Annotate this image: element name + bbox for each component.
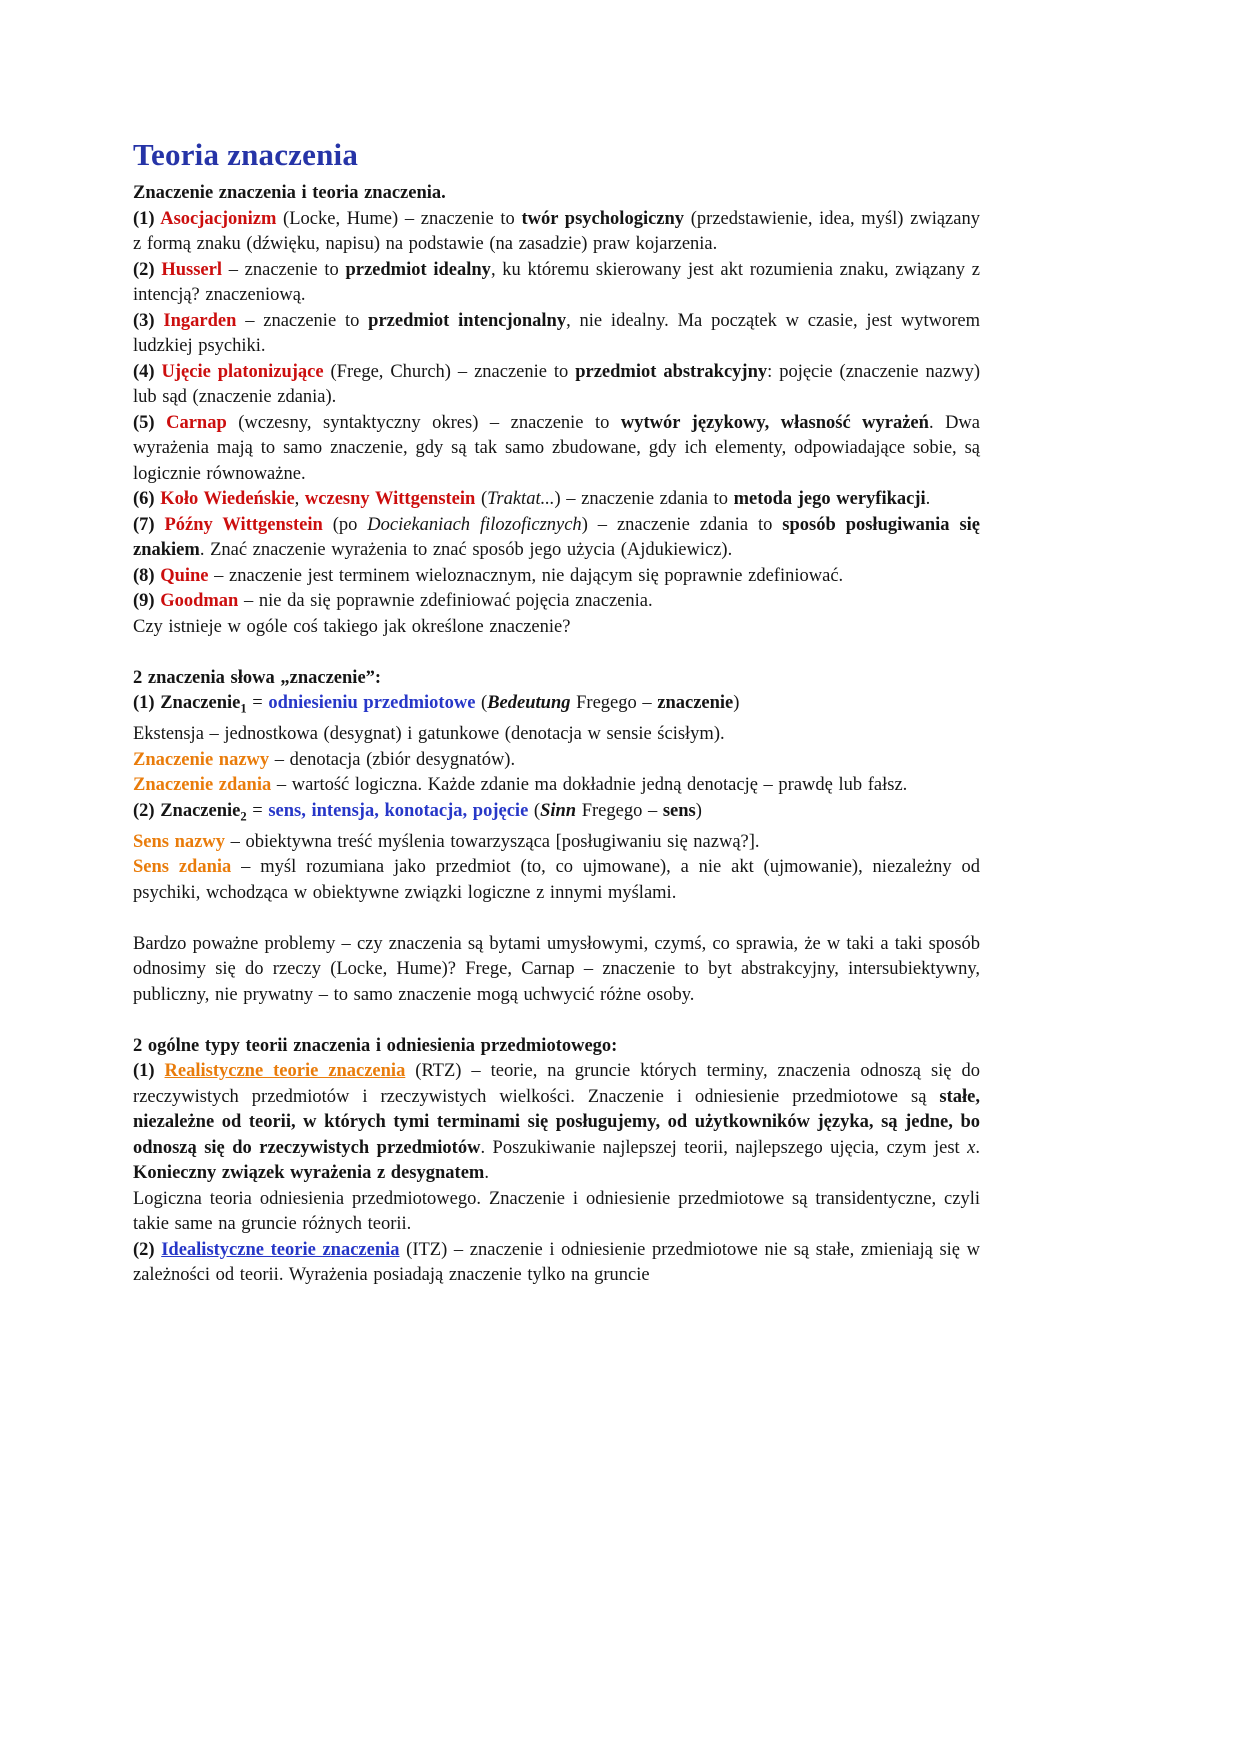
- text-run: (Locke, Hume) – znaczenie to: [276, 208, 522, 229]
- text-run: sens, intensja, konotacja, pojęcie: [268, 800, 529, 821]
- text-run: . Dwa wyrażenia mają to samo znaczenie, gdy są tak samo zbudowane, gdy ich elementy, odpowiadające sobie, są logicznie równoważne.: [133, 412, 980, 484]
- item-ingarden: [133, 309, 980, 360]
- text-run: – myśl rozumiana jako przedmiot (to, co ujmowane), a nie akt (ujmowanie), niezależny od psychiki, wchodząca w obiektywne związki logiczne z innymi myślami.: [133, 857, 980, 903]
- text-run: (: [528, 800, 541, 821]
- blank-line: [133, 640, 980, 666]
- text-run: : pojęcie (znaczenie nazwy) lub sąd (znaczenie zdania).: [133, 361, 980, 407]
- blank-line: [133, 1008, 980, 1034]
- text-run: (przedstawienie, idea, myśl) związany z formą znaku (dźwięku, napisu) na podstawie (na zasadzie) praw kojarzenia.: [133, 208, 980, 254]
- text-run: (Frege, Church) – znaczenie to: [323, 361, 576, 382]
- text-run: (2): [133, 1239, 162, 1260]
- text-run: Sens nazwy: [133, 831, 225, 852]
- text-run: (: [475, 693, 488, 713]
- text-run: przedmiot idealny: [345, 259, 491, 280]
- text-run: (2): [133, 259, 162, 280]
- znaczenie-nazwy-line: [133, 748, 980, 774]
- text-run: sposób posługiwania się znakiem: [133, 514, 981, 560]
- text-run: stałe, niezależne od teorii, w których tymi terminami się posługujemy, od użytkowników języka, są jedne, bo odnoszą się do rzeczywistych przedmiotów: [133, 1086, 980, 1158]
- item-pozny-wittgenstein: [133, 513, 980, 564]
- text-run: (8): [133, 565, 161, 586]
- text-run: Asocjacjonizm: [160, 208, 277, 229]
- text-run: Fregego –: [576, 800, 663, 821]
- text-run: ) – znaczenie zdania to: [581, 514, 783, 535]
- problemy-paragraph: [133, 932, 980, 1009]
- text-run: Bedeutung: [487, 693, 571, 713]
- text-run: ): [733, 693, 740, 713]
- text-run: znaczenie: [657, 693, 734, 713]
- text-run: 2 ogólne typy teorii znaczenia i odniesienia przedmiotowego:: [133, 1035, 618, 1056]
- ekstensja-line: [133, 722, 980, 748]
- doc-subtitle: [133, 181, 980, 207]
- text-run: Logiczna teoria odniesienia przedmiotowego. Znaczenie i odniesienie przedmiotowe są transidentyczne, czyli takie same na gruncie różnych teorii.: [133, 1188, 980, 1235]
- text-run: Koło Wiedeńskie: [160, 489, 295, 509]
- text-run: .: [484, 1163, 489, 1184]
- text-run: Konieczny związek wyrażenia z desygnatem: [133, 1163, 485, 1184]
- text-run: Fregego –: [570, 693, 658, 713]
- text-run: – obiektywna treść myślenia towarzysząca [posługiwaniu się nazwą?].: [224, 831, 760, 852]
- question-line: [133, 615, 980, 641]
- text-run: – wartość logiczna. Każde zdanie ma dokładnie jedną denotację – prawdę lub fałsz.: [271, 775, 908, 796]
- text-run: Późny Wittgenstein: [164, 514, 323, 535]
- text-run: (1): [133, 1061, 165, 1082]
- text-run: przedmiot abstrakcyjny: [575, 361, 768, 382]
- text-run: ) – znaczenie zdania to: [554, 489, 734, 509]
- text-run: (6): [133, 489, 161, 509]
- item-asocjacjonizm: [133, 207, 980, 258]
- text-run: 2 znaczenia słowa „znaczenie”:: [133, 667, 382, 688]
- znaczenie1-line: [133, 691, 980, 722]
- text-run: (wczesny, syntaktyczny okres) – znaczenie to: [226, 412, 621, 433]
- text-run: (5): [133, 412, 167, 433]
- item-ujecie-platonizujace: [133, 360, 980, 411]
- text-run: wytwór językowy, własność wyrażeń: [620, 412, 929, 433]
- text-run: x: [967, 1137, 976, 1158]
- text-run: Znaczenie zdania: [133, 775, 272, 796]
- text-run: Sinn: [540, 800, 577, 821]
- text-run: Husserl: [161, 259, 222, 280]
- text-run: 1: [240, 701, 247, 716]
- sens-zdania-line: [133, 855, 980, 906]
- text-run: przedmiot intencjonalny: [368, 310, 567, 331]
- item-kolo-wiedenskie: [133, 487, 980, 513]
- text-run: Quine: [160, 565, 209, 586]
- text-run: Idealistyczne teorie znaczenia: [161, 1239, 400, 1260]
- text-run: (3): [133, 310, 164, 331]
- text-run: . Poszukiwanie najlepszej teorii, najlepszego ujęcia, czym jest: [480, 1137, 968, 1158]
- text-run: twór psychologiczny: [521, 208, 685, 229]
- text-run: (1) Znaczenie: [133, 693, 241, 713]
- rtz-paragraph: [133, 1059, 980, 1187]
- text-run: Sens zdania: [133, 857, 232, 878]
- text-run: (4): [133, 361, 162, 382]
- item-carnap: [133, 411, 980, 488]
- text-run: Znaczenie znaczenia i teoria znaczenia.: [133, 183, 446, 203]
- text-run: . Znać znaczenie wyrażenia to znać sposób jego użycia (Ajdukiewicz).: [199, 540, 733, 560]
- text-run: ): [695, 800, 702, 821]
- text-run: – znaczenie to: [221, 259, 346, 280]
- text-run: – denotacja (zbiór desygnatów).: [269, 749, 516, 770]
- text-run: Ujęcie platonizujące: [161, 361, 324, 382]
- paragraph-container: [133, 181, 980, 1289]
- text-run: 2: [240, 809, 247, 824]
- text-run: (1): [133, 208, 161, 229]
- text-run: – nie da się poprawnie zdefiniować pojęcia znaczenia.: [238, 591, 653, 611]
- text-run: =: [246, 693, 269, 713]
- text-run: Bardzo poważne problemy – czy znaczenia są bytami umysłowymi, czymś, co sprawia, że w taki a taki sposób odnosimy się do rzeczy (Locke, Hume)? Frege, Carnap – znaczenie to byt abstrakcyjny, intersubiektywny, publiczny, nie prywatny – to samo znaczenie mogą uchwycić różne osoby.: [133, 933, 980, 1005]
- text-run: Czy istnieje w ogóle coś takiego jak określone znaczenie?: [133, 616, 571, 637]
- item-quine: [133, 564, 980, 590]
- text-run: (7): [133, 514, 165, 535]
- text-run: Traktat...: [487, 489, 555, 509]
- text-run: =: [246, 800, 269, 821]
- page-title: Teoria znaczenia: [133, 137, 359, 172]
- text-run: (po: [322, 514, 368, 535]
- heading-dwa-typy: [133, 1034, 980, 1060]
- text-run: , nie idealny. Ma początek w czasie, jest wytworem ludzkiej psychiki.: [133, 310, 981, 356]
- item-husserl: [133, 258, 980, 309]
- logiczna-teoria-paragraph: [133, 1187, 980, 1238]
- znaczenie-zdania-line: [133, 773, 980, 799]
- text-run: (2) Znaczenie: [133, 800, 241, 821]
- text-run: odniesieniu przedmiotowe: [268, 693, 476, 713]
- text-run: Realistyczne teorie znaczenia: [164, 1061, 406, 1082]
- text-run: (ITZ) – znaczenie i odniesienie przedmiotowe nie są stałe, zmieniają się w zależności od teorii. Wyrażenia posiadają znaczenie tylko na gruncie: [133, 1239, 981, 1286]
- text-run: Goodman: [160, 591, 239, 611]
- item-goodman: [133, 589, 980, 615]
- text-run: sens: [662, 800, 696, 821]
- text-run: Carnap: [166, 412, 227, 433]
- sens-nazwy-line: [133, 830, 980, 856]
- znaczenie2-line: [133, 799, 980, 830]
- text-run: (9): [133, 591, 161, 611]
- text-run: – znaczenie to: [236, 310, 369, 331]
- text-run: (RTZ) – teorie, na gruncie których terminy, znaczenia odnoszą się do rzeczywistych przedmiotów i rzeczywistych wielkości. Znaczenie i odniesienie przedmiotowe są: [133, 1061, 980, 1107]
- text-run: Dociekaniach filozoficznych: [367, 514, 582, 535]
- text-run: Ekstensja – jednostkowa (desygnat) i gatunkowe (denotacja w sensie ścisłym).: [133, 724, 725, 745]
- text-run: – znaczenie jest terminem wieloznacznym, nie dającym się poprawnie zdefiniować.: [208, 565, 844, 586]
- text-run: wczesny Wittgenstein: [304, 489, 476, 509]
- text-run: metoda jego weryfikacji: [733, 489, 926, 509]
- blank-line: [133, 906, 980, 932]
- text-run: (: [475, 489, 488, 509]
- text-run: .: [925, 489, 931, 509]
- text-run: Ingarden: [163, 310, 237, 331]
- text-run: .: [975, 1137, 981, 1158]
- text-run: ,: [294, 489, 305, 509]
- text-run: , ku któremu skierowany jest akt rozumienia znaku, związany z intencją? znaczeniową.: [133, 259, 980, 305]
- heading-dwa-znaczenia: [133, 666, 980, 692]
- text-run: Znaczenie nazwy: [133, 749, 270, 770]
- itz-paragraph: [133, 1238, 980, 1289]
